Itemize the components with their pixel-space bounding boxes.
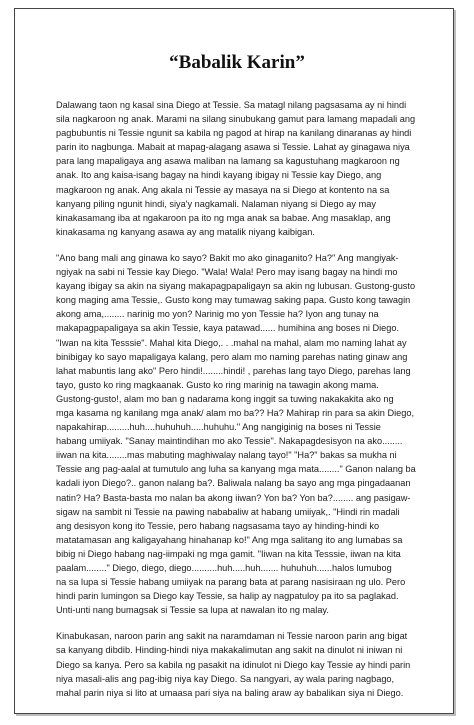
text-line: natin? Ha? Basta-basta mo nalan ba akong iiwan? Yon ba? Yon ba?........ ang pasigaw-: [56, 492, 411, 503]
text-line: lahat mabuntis lang ako" Pero hindi!........hindi! , parehas lang tayo Diego, parehas lang: [56, 365, 411, 376]
text-line: magkaroon ng anak. Ang akala ni Tessie ay masaya na si Diego at kontento na sa: [56, 184, 390, 195]
text-line: anak. Ito ang kaisa-isang bagay na hindi kayang ibigay ni Tessie kay Diego, ang: [56, 170, 382, 181]
text-line: Dalawang taon ng kasal sina Diego at Tessie. Sa matagl nilang pagsasama ay ni hindi: [56, 100, 407, 110]
text-line: Gustong-gusto!, alam mo ban g nadarama kong inggit sa tuwing nakakakita ako ng: [56, 393, 394, 404]
paragraph: [56, 98, 418, 239]
text-line: "Ano bang mali ang ginawa ko sayo? Bakit mo ako ginaganito? Ha?" Ang mangiyak-: [56, 252, 399, 263]
text-line: "Iwan na kita Tesssie". Mahal kita Diego,. . .mahal na mahal, alam mo naming lahat ay: [56, 337, 407, 348]
text-line: ang desisyon kong ito Tessie, pero habang nagsasama tayo ay hinding-hindi ko: [56, 520, 380, 531]
text-line: pagbubuntis ni Tessie ngunit sa kabila ng pagod at hirap na kanilang dinaranas ay hindi: [56, 128, 412, 139]
text-line: matatamasan ang kaligayahang hinahanap ko!" Ang mga salitang ito ang lumabas sa: [56, 534, 403, 545]
text-line: hindi parin lumingon sa Diego kay Tessie, sa halip ay nagpatuloy pa ito sa paglakad.: [56, 591, 399, 602]
text-line: bibig ni Diego habang nag-iimpaki ng mga gamit. "Iiwan na kita Tesssie, iiwan na kita: [56, 548, 401, 559]
text-line: niya masali-alis ang pag-ibig niya kay Diego. Sa nangyari, ay wala paring nagbago,: [56, 673, 395, 684]
text-line: kong maging ama Tessie,. Gusto kong may tumawag saking papa. Gusto kong tawagin: [56, 295, 411, 306]
text-line: napakahirap.........huh....huhuhuh.....huhuhu." Ang nangiginig na boses ni Tessie: [56, 422, 381, 433]
text-line: para lang mapaligaya ang asawa maliban na lamang sa kagustuhang magkaroon ng: [56, 156, 400, 167]
text-line: tayo, gusto ko ring magkaanak. Gusto ko ring marinig na tawagin akong mama.: [56, 379, 379, 390]
text-line: binibigay ko sayo mapaligaya kalang, pero alam mo naming parehas nating ginaw ang: [56, 351, 408, 362]
document-body: [56, 98, 418, 712]
text-line: sila nagkaroon ng anak. Marami na silang sinubukang gamut para lamang mapadali ang: [56, 114, 416, 125]
text-line: Tessie ang pag-aalal at tumutulo ang luha sa kanyang mga mata........" Ganon nalang ba: [56, 464, 416, 475]
text-line: habang umiiyak. "Sanay maintindihan mo ako Tessie". Nakapagdesisyon na ako........: [56, 436, 403, 447]
text-line: kanyang piling ngunit hindi, siya'y nagkamali. Nalaman niyang si Diego ay may: [56, 198, 376, 209]
text-line: kinakasama ng kanyang asawa ay ang matalik niyang kaibigan.: [56, 226, 315, 237]
text-line: kayang ibigay sa akin na siyang makapagpapaligayn sa akin ng lubusan. Gustong-gusto: [56, 281, 416, 292]
text-line: paalam........" Diego, diego, diego..........huh.....huh....... huhuhuh......halos lumubog: [56, 563, 392, 573]
text-line: kadali iyon Diego?.. ganon nalang ba?. Baliwala nalang ba sayo ang mga pingadaanan: [56, 478, 411, 489]
paragraph: [56, 251, 418, 617]
text-line: iiwan na kita........mas mabuting maghiwalay nalang tayo!" "Ha?" bakas sa mukha ni: [56, 450, 397, 461]
text-line: mahal parin niya si lito at umaasa pari siya na baling araw ay babalikan siya ni Diego.: [56, 687, 404, 698]
text-line: Diego sa kanya. Pero sa kabila ng pasakit na idinulot ni Diego kay Tessie ay hindi parin: [56, 659, 411, 670]
text-line: makapagpapaligaya sa akin Tessie, kaya patawad...... humihina ang boses ni Diego.: [56, 323, 400, 334]
text-line: parin ito nagbunga. Mabait at mapag-alagang asawa si Tessie. Lahat ay ginagawa niya: [56, 142, 410, 153]
text-line: kinakasamang iba at ngakaroon pa ito ng mga anak sa babae. Ang masaklap, ang: [56, 212, 391, 223]
text-line: na sa lupa si Tessie habang umiiyak na parang bata at parang nasisiraan ng ulo. Pero: [56, 577, 406, 588]
text-line: sa kanyang dibdib. Hinding-hindi niya makakalimutan ang sakit na dinulot ni iniwan ni: [56, 645, 403, 656]
text-line: Unti-unti nang bumagsak si Tessie sa lupa at nawalan ito ng malay.: [56, 605, 329, 616]
document-title: “Babalik Karin”: [169, 52, 305, 73]
text-line: akong ama,........ narinig mo yon? Narinig mo yon Tessie ha? Iyon ang tunay na: [56, 309, 379, 320]
text-line: Kinabukasan, naroon parin ang sakit na naramdaman ni Tessie naroon parin ang bigat: [56, 631, 408, 642]
text-line: sigaw na sambit ni Tessie na pawing nababaliw at habang umiiyak,. "Hindi rin madali: [56, 506, 400, 517]
text-line: ngiyak na sabi ni Tessie kay Diego. "Wala! Wala! Pero may isang bagay na hindi mo: [56, 267, 398, 278]
text-line: mga kasama ng kanilang mga anak/ alam mo ba?? Ha? Mahirap rin para sa akin Diego,: [56, 407, 414, 418]
paragraph: [56, 629, 418, 699]
